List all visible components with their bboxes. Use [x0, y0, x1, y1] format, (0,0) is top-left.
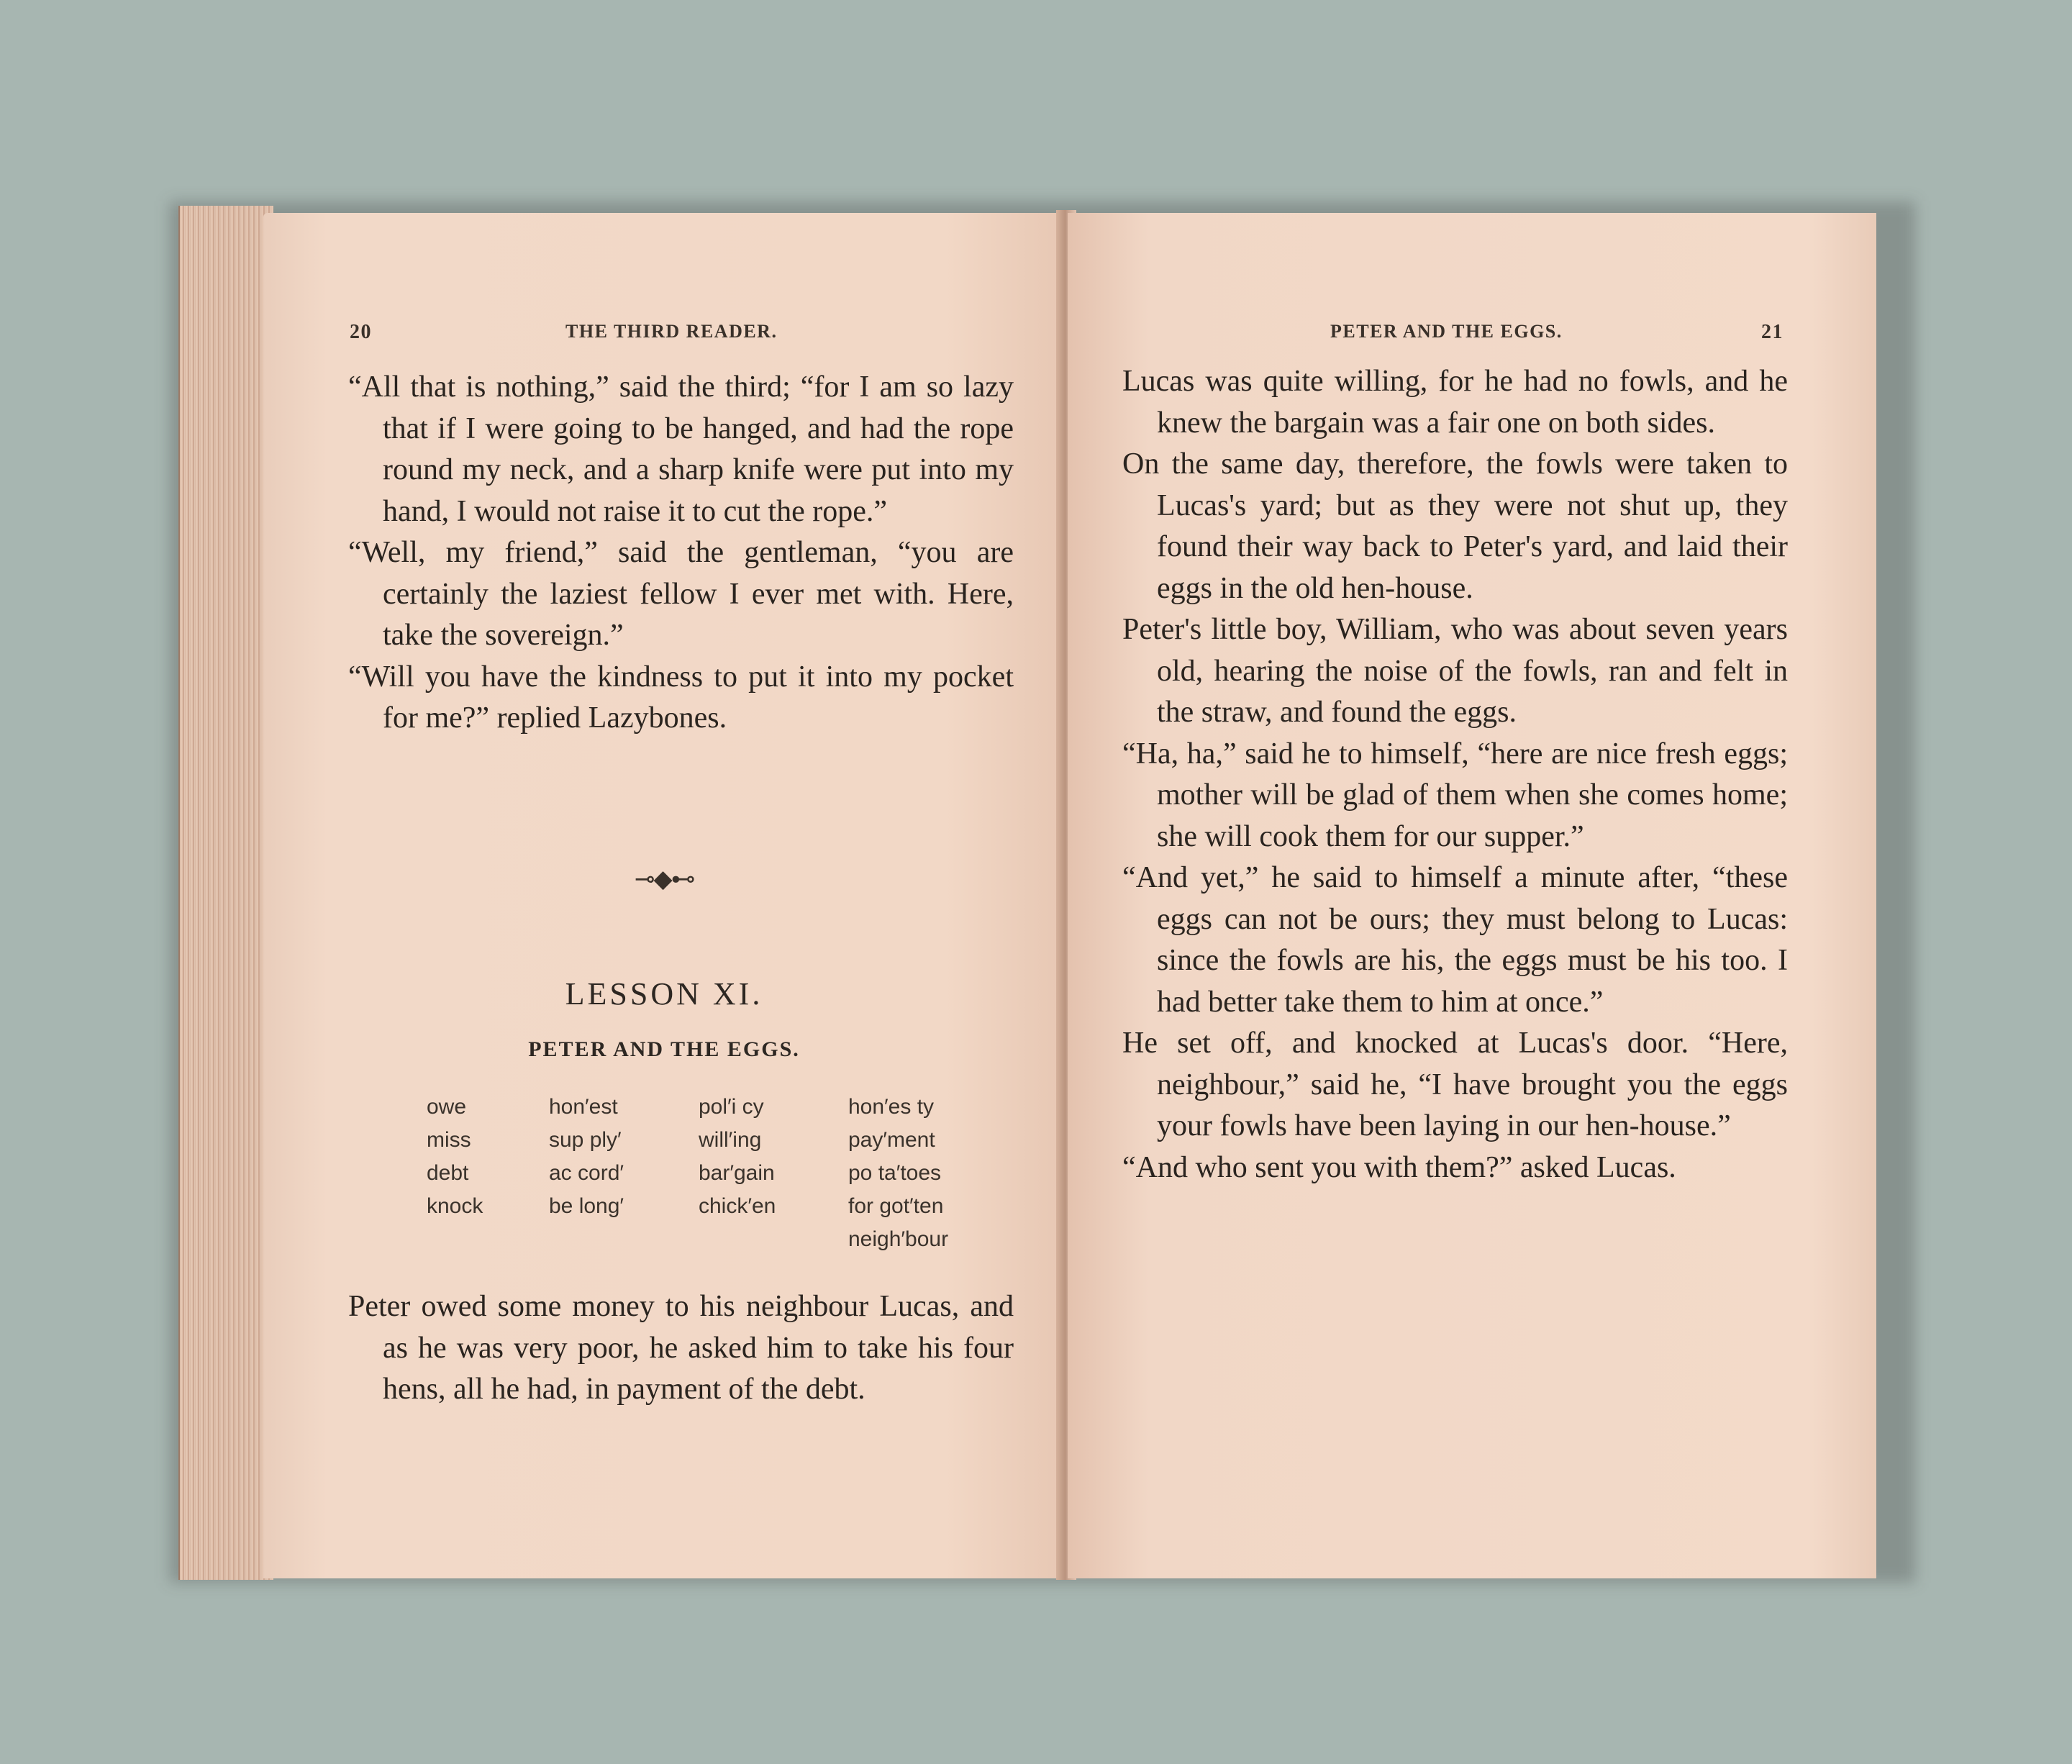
vocab-word: hon′es ty: [848, 1095, 935, 1119]
lesson-number: LESSON XI.: [565, 976, 763, 1011]
right-page: [1068, 213, 1876, 1578]
vocab-word: po ta′toes: [848, 1161, 942, 1185]
right-page-number: 21: [1761, 321, 1784, 343]
vocab-word: knock: [427, 1194, 483, 1218]
left-running-head: [263, 321, 1065, 350]
page-edges: [178, 206, 273, 1580]
vocab-word: for got′ten: [848, 1194, 944, 1218]
paragraph: He set off, and knocked at Lucas's door. “Here, neighbour,” said he, “I have brought you the eggs your fowls have been laying in our hen-house.”: [1122, 1027, 1788, 1142]
vocab-word: pay′ment: [848, 1128, 935, 1152]
vocab-word: owe: [427, 1095, 467, 1119]
vocab-column: [699, 1091, 776, 1223]
vocab-word: pol′i cy: [699, 1095, 764, 1119]
vocab-word: neigh′bour: [848, 1227, 949, 1251]
right-running-head: [1068, 321, 1876, 350]
paragraph: “Ha, ha,” said he to himself, “here are nice fresh eggs; mother will be glad of them when she comes home; she will cook them for our supper.”: [1122, 737, 1788, 853]
vocab-word: ac cord′: [549, 1161, 624, 1185]
vocab-word: miss: [427, 1128, 471, 1152]
right-running-title: PETER AND THE EGGS.: [1330, 321, 1563, 342]
paragraph: On the same day, therefore, the fowls were taken to Lucas's yard; but as they were not shut up, they found their way back to Peter's yard, and laid their eggs in the old hen-house.: [1122, 447, 1788, 605]
left-body-text: [348, 367, 1014, 740]
paragraph: Peter's little boy, William, who was about seven years old, hearing the noise of the fowls, ran and felt in the straw, and found the eggs.: [1122, 613, 1788, 729]
vocab-column: [848, 1091, 948, 1256]
left-page: [263, 213, 1065, 1578]
vocab-word: debt: [427, 1161, 469, 1185]
vocab-word: hon′est: [549, 1095, 618, 1119]
vocab-word: bar′gain: [699, 1161, 775, 1185]
paragraph: “And who sent you with them?” asked Lucas.: [1122, 1150, 1676, 1184]
vocab-word: be long′: [549, 1194, 624, 1218]
vocab-word: will′ing: [699, 1128, 762, 1152]
right-body-text: [1122, 361, 1788, 1188]
lesson-body-text: [348, 1286, 1014, 1411]
paragraph: “Well, my friend,” said the gentleman, “you are certainly the laziest fellow I ever met with. Here, take the sovereign.”: [348, 536, 1014, 652]
lesson-title: PETER AND THE EGGS.: [528, 1037, 800, 1061]
left-running-title: THE THIRD READER.: [565, 321, 778, 342]
vocab-word: chick′en: [699, 1194, 776, 1218]
paragraph: Lucas was quite willing, for he had no fowls, and he knew the bargain was a fair one on both sides.: [1122, 365, 1788, 440]
vocab-column: [549, 1091, 624, 1223]
left-page-number: 20: [350, 321, 372, 343]
paragraph: “And yet,” he said to himself a minute after, “these eggs can not be ours; they must belong to Lucas: since the fowls are his, the eggs must be his too. I had better take them to him at once.”: [1122, 861, 1788, 1019]
vocab-column: [427, 1091, 483, 1223]
paragraph: “Will you have the kindness to put it into my pocket for me?” replied Lazybones.: [348, 660, 1014, 735]
section-ornament: ⊸◆⊷: [635, 865, 694, 894]
paragraph: Peter owed some money to his neighbour Lucas, and as he was very poor, he asked him to take his four hens, all he had, in payment of the debt.: [348, 1290, 1014, 1406]
vocab-word: sup ply′: [549, 1128, 622, 1152]
paragraph: “All that is nothing,” said the third; “for I am so lazy that if I were going to be hanged, and had the rope round my neck, and a sharp knife were put into my hand, I would not raise it to cut the rope.”: [348, 370, 1014, 528]
